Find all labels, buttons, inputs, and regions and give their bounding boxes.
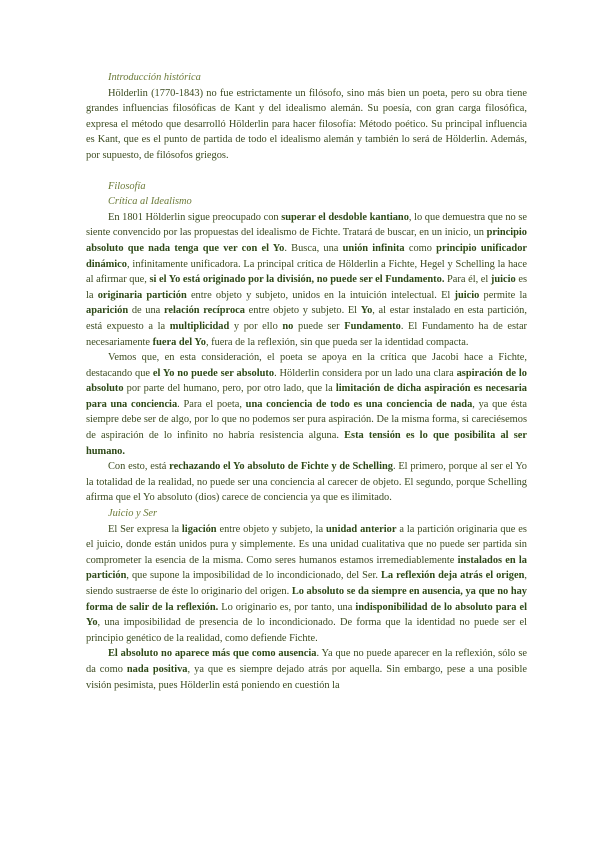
emphasis-text: juicio <box>454 289 480 301</box>
body-paragraph <box>86 459 527 506</box>
emphasis-text: ligación <box>181 523 217 535</box>
paragraph-text: como <box>404 242 437 254</box>
emphasis-text: El absoluto no aparece más que como ausencia <box>108 648 317 660</box>
paragraph-text: , lo que demuestra que no se siente convencido por las propuestas del idealismo de Fichte. Tratará de buscar, en un inicio, un <box>86 211 527 239</box>
paragraph-text: . Busca, una <box>284 242 343 254</box>
section-heading: Juicio y Ser <box>108 508 158 520</box>
paragraph-text: Para él, el <box>444 274 491 286</box>
paragraph-text: entre objeto y subjeto, la <box>216 523 327 535</box>
paragraph-text: . El Fundamento ha de estar necesariamente <box>86 320 528 348</box>
section-heading: Introducción histórica <box>108 72 201 83</box>
emphasis-text: nada positiva <box>126 663 188 675</box>
emphasis-text: fuera del Yo <box>152 336 206 348</box>
paragraph-text: . Hölderlin considera por un lado una clara <box>274 367 457 379</box>
paragraph-text: de una <box>128 305 164 317</box>
emphasis-text: aspiración de lo absoluto <box>86 367 527 395</box>
emphasis-text: Fundamento <box>344 320 401 332</box>
paragraph-text: . Ya que no puede aparecer en la reflexión, sólo se da como <box>86 648 527 675</box>
paragraph-text: , al estar instalado en esta partición, está expuesto a la <box>86 305 527 332</box>
emphasis-text: indisponibilidad de lo absoluto para el Yo <box>86 601 527 629</box>
emphasis-text: juicio <box>490 274 516 286</box>
section-heading: Filosofía <box>108 180 146 192</box>
emphasis-text: principio absoluto que nada tenga que ver con el Yo <box>86 227 527 254</box>
paragraph-text: , que supone la imposibilidad de lo incondicionado, del Ser. <box>126 570 381 582</box>
paragraph-text: El Ser expresa la <box>108 523 182 535</box>
paragraph-text: En 1801 Hölderlin sigue preocupado con <box>108 211 282 223</box>
emphasis-text: multiplicidad <box>169 320 230 332</box>
paragraph-text: puede ser <box>293 320 345 332</box>
section-heading: Crítica al Idealismo <box>108 196 192 208</box>
emphasis-text: relación recíproca <box>163 305 245 317</box>
document-body <box>86 70 527 693</box>
emphasis-text: unión infinita <box>342 242 405 254</box>
paragraph-text: , fuera de la reflexión, sin que pueda ser la identidad compacta. <box>205 336 469 348</box>
paragraph-text: Hölderlin (1770-1843) no fue estrictamente un filósofo, sino más bien un poeta, pero su obra tiene grandes influencias filosóficas de Kant y del idealismo alemán. Su poesía, con gran carga filosófica, expresa el método que desarrolló Hölderlin para hacer filosofía: Método poético. Su principal influencia es Kant, que es el punto de partida de todo el idealismo alemán y también lo será de Hölderlin. Además, por supuesto, de filósofos griegos. <box>86 87 527 161</box>
emphasis-text: principio unificador dinámico <box>86 242 527 270</box>
paragraph-text: permite la <box>479 289 527 301</box>
emphasis-text: rechazando el Yo absoluto de Fichte y de Schelling <box>169 461 393 473</box>
paragraph-text: , ya que es siempre dejado atrás por aquella. Sin embargo, pese a una posible visión pesimista, pues Hölderlin está poniendo en cuestión la <box>86 663 527 691</box>
emphasis-text: Esta tensión es lo que posibilita al ser humano. <box>86 430 528 457</box>
emphasis-text: unidad anterior <box>326 523 397 535</box>
paragraph-text: a la partición originaria que es el juicio, donde están unidos pura y simplemente. Es una unidad cualitativa que no puede ser partida sin comprometer la esencia de la misma. Como seres humanos estamos irremediablemente <box>86 523 527 566</box>
emphasis-text: el Yo no puede ser absoluto <box>152 367 275 379</box>
emphasis-text: Yo <box>360 305 373 317</box>
emphasis-text: limitación de dicha aspiración es necesaria para una conciencia <box>86 383 527 410</box>
emphasis-text: superar el desdoble kantiano <box>281 211 409 223</box>
paragraph-text: entre objeto y subjeto, unidos en la intuición intelectual. El <box>186 289 455 301</box>
body-paragraph <box>86 210 527 350</box>
paragraph-text: es la <box>86 274 527 301</box>
paragraph-text: , ya que ésta siempre debe ser de algo, por lo que no podemos ser pura aspiración. De la misma forma, si careciésemos de aspiración de lo infinito no habría resistencia alguna. <box>86 398 527 442</box>
body-paragraph <box>86 350 527 459</box>
emphasis-text: si el Yo está originado por la división, no puede ser el Fundamento. <box>149 274 445 286</box>
section-gap <box>86 164 527 179</box>
body-paragraph <box>86 86 527 164</box>
emphasis-text: no <box>282 320 294 332</box>
paragraph-text: , siendo sustraerse de éste lo originario del origen. <box>86 570 527 597</box>
emphasis-text: una conciencia de todo es una conciencia de nada <box>245 398 473 410</box>
emphasis-text: La reflexión deja atrás el origen <box>380 570 525 582</box>
paragraph-text: Vemos que, en esta consideración, el poeta se apoya en la crítica que Jacobi hace a Fichte, destacando que <box>86 352 527 379</box>
paragraph-text: Con esto, está <box>108 461 170 473</box>
emphasis-text: Lo absoluto se da siempre en ausencia, ya que no hay forma de salir de la reflexión. <box>86 586 528 613</box>
paragraph-text: , una imposibilidad de presencia de lo incondicionado. De forma que la identidad no puede ser el principio genético de la realidad, como defiende Fichte. <box>86 617 527 644</box>
emphasis-text: aparición <box>86 305 129 317</box>
body-paragraph <box>86 646 527 693</box>
emphasis-text: instalados en la partición <box>86 554 527 582</box>
paragraph-text: y por ello <box>229 320 283 332</box>
paragraph-text: . El primero, porque al ser el Yo la totalidad de la realidad, no puede ser una conciencia al carecer de objeto. El segundo, porque Schelling afirma que el Yo absoluto (dios) carece de conciencia ya que es ilimitado. <box>86 461 527 504</box>
body-paragraph <box>86 522 527 647</box>
paragraph-text: , infinitamente unificadora. La principal crítica de Hölderlin a Fichte, Hegel y Schelling la hace al afirmar que, <box>86 258 527 286</box>
paragraph-text: . Para el poeta, <box>177 398 246 410</box>
paragraph-text: por parte del humano, pero, por otro lado, que la <box>123 383 336 395</box>
paragraph-text: Lo originario es, por tanto, una <box>218 601 356 613</box>
paragraph-text: entre objeto y subjeto. El <box>244 305 361 317</box>
emphasis-text: originaria partición <box>97 289 187 301</box>
